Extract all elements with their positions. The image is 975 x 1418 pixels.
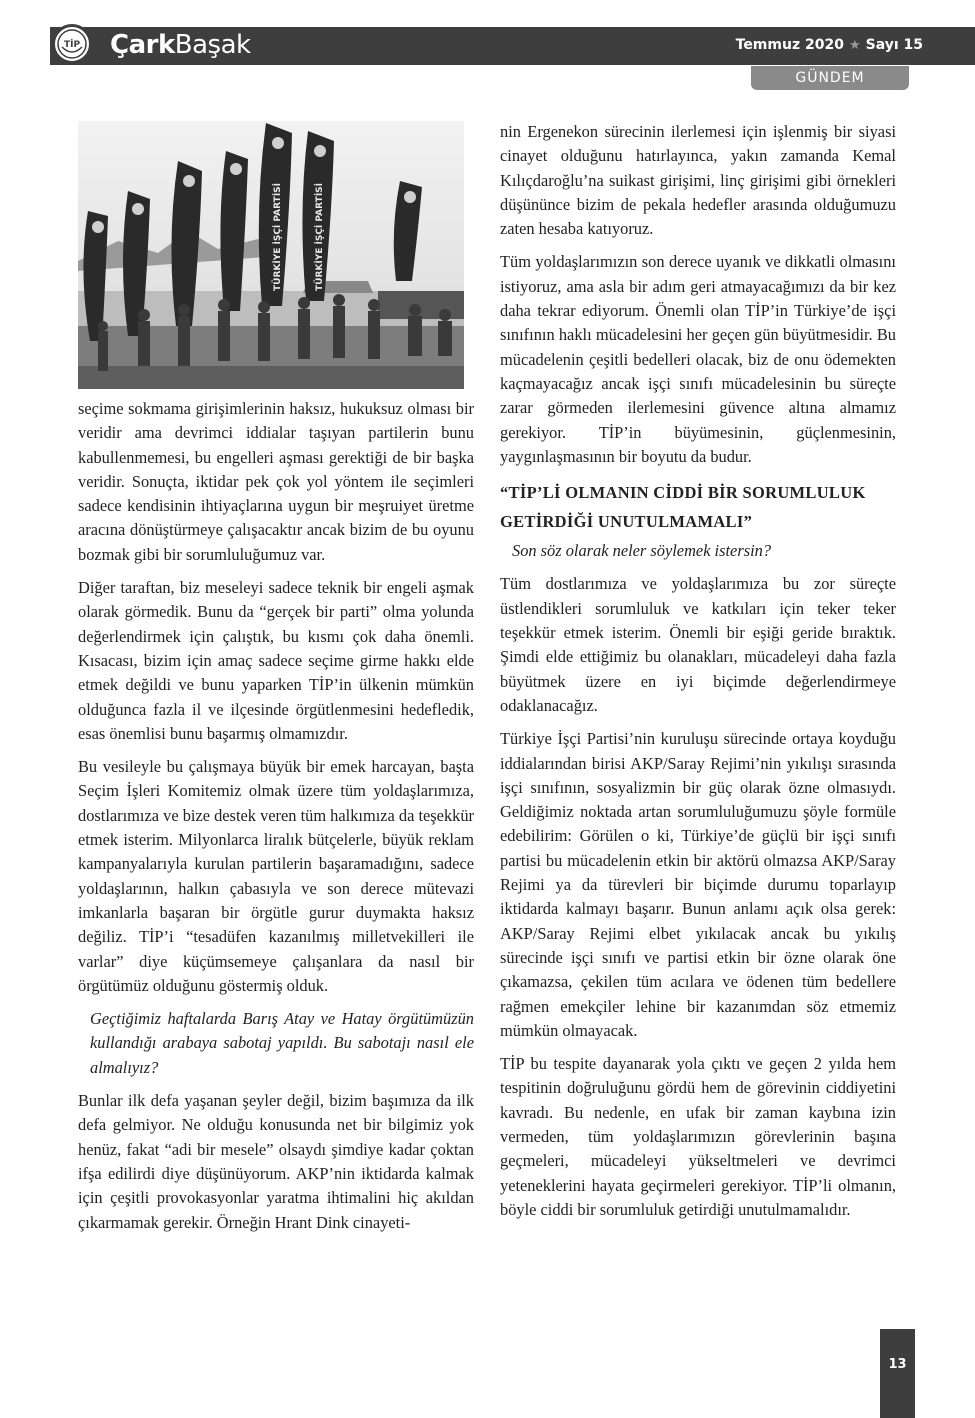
brand-bold: Çark (110, 30, 175, 60)
logo-text: TİP (63, 40, 81, 50)
star-icon: ★ (848, 38, 861, 53)
left-paragraph-3: Bu vesileyle bu çalışmaya büyük bir emek harcayan, başta Seçim İşleri Komitemiz olmak üzere tüm yoldaşlarımıza, dostlarımıza ve bize destek veren tüm halkımıza da teşekkür etmek isterim. Milyonlarca liralık bütçelerle, büyük reklam kampanyalarıyla kurulan partilerin başaramadığını, sadece yoldaşlarının, halkın çabasıyla ve son derece mütevazi imkanlarla başaran bir örgütle gurur duymakta haksız değiliz. TİP’i “tesadüfen kazanılmış milletvekilleri ile varlar” diye küçümsemeye çalışanlara da nasıl bir örgütümüz olduğunu göstermiş olduk. (78, 757, 474, 995)
flag-text-1: TÜRKİYE İŞÇİ PARTİSİ (273, 183, 283, 291)
brand-light: Başak (174, 30, 251, 60)
right-paragraph-5: TİP bu tespite dayanarak yola çıktı ve geçen 2 yılda hem tespitinin doğruluğunu gördü hem de görevinin ciddiyetini kavradı. Bu nedenle, en ufak bir zaman kaybına izin vermeden, tüm yoldaşlarımızın görevlerinin başına geçmeleri, mücadeleyi yükseltmeleri ve devrimci yeteneklerini hayata geçirmeleri gerekiyor. TİP’li olmanın, böyle ciddi bir sorumluluk getirdiği unutulmamalıdır. (500, 1054, 896, 1219)
right-paragraph-3: Tüm dostlarımıza ve yoldaşlarımıza bu zor süreçte üstlendikleri sorumluluk ve katkıları için teker teker teşekkür etmek isterim. Önemli bir eşiği geride bıraktık. Şimdi elde ettiğimiz bu olanakları, mücadeleyi daha fazla büyütmek üzere en iyi biçimde değerlendirmeye odaklanacağız. (500, 574, 896, 715)
section-heading: “TİP’Lİ OLMANIN CİDDİ BİR SORUMLULUK GETİRDİĞİ UNUTULMAMALI” (500, 483, 866, 532)
issue-info (736, 37, 923, 53)
right-paragraph-2: Tüm yoldaşlarımızın son derece uyanık ve dikkatli olmasını istiyoruz, ama asla bir adım geri atmayacağımızı da bir kez daha tekrar ediyorum. Önemli olan TİP’in Türkiye’de işçi sınıfının haklı mücadelesini her geçen gün büyütmesidir. Bu mücadelenin çeşitli bedelleri olacak, biz de onu ödemekten kaçmayacağız ancak işçi sınıfı mücadelesinin bu süreçte zarar görmeden ilerlemesini güvence altına almamız gerekiyor. TİP’in büyümesinin, güçlenmesinin, yaygınlaşmasının bir boyutu da budur. (500, 252, 896, 466)
left-paragraph-4: Bunlar ilk defa yaşanan şeyler değil, bizim başımıza da ilk defa gelmiyor. Ne olduğu konusunda net bir bilgimiz yok henüz, fakat “adi bir mesele” olsaydı şimdiye kadar çoktan ifşa edilirdi diye düşünüyorum. AKP’nin iktidarda kalmak için çeşitli provokasyonlar yaratma ihtimalini hiç akıldan çıkarmamak gerekir. Örneğin Hrant Dink cinayeti- (78, 1091, 474, 1232)
left-paragraph-2: Diğer taraftan, biz meseleyi sadece teknik bir engeli aşmak olarak görmedik. Bunu da “gerçek bir parti” olma yolunda değerlendirmek için çalıştık, bu kısmı çok daha önemli. Kısacası, bizim için amaç sadece seçime girme hakkı elde etmek değildi ve bunu yaparken TİP’in ülkenin mümkün olduğunca fazla il ve ilçesinde örgütlenmesini hedefledik, esas önemlisi bunu başarmış olmamızdır. (78, 578, 474, 743)
brand-title (110, 30, 251, 60)
left-column (78, 397, 474, 1244)
right-paragraph-1: nin Ergenekon sürecinin ilerlemesi için işlenmiş bir siyasi cinayet olduğunu hatırlayınca, yakın zamanda Kemal Kılıçdaroğlu’na suikast girişimi, linç girişimi gibi örnekleri düşününce bizim de pekala hedefler arasında olduğumuzu zaten hesaba katıyoruz. (500, 122, 896, 239)
issue-number: Sayı 15 (865, 37, 923, 53)
interview-question-1: Geçtiğimiz haftalarda Barış Atay ve Hatay örgütümüzün kullandığı arabaya sabotaj yapıldı. Bu sabotajı nasıl ele almalıyız? (90, 1009, 474, 1077)
section-tab: GÜNDEM (751, 66, 909, 90)
page-number: 13 (880, 1329, 915, 1418)
issue-date: Temmuz 2020 (735, 37, 844, 53)
right-column (500, 120, 896, 1231)
tip-logo (52, 24, 92, 64)
left-paragraph-1: seçime sokmama girişimlerinin haksız, hukuksuz olması bir veridir ama devrimci iddialar taşıyan partilerin bunu kabullenmemesi, bu engelleri aşması gerektiği de bir başka veridir. Sonuçta, iktidar pek çok yol yöntem ile seçimleri sadece kendisinin ihtiyaçlarına uygun bir meşruiyet üretme aracına dönüştürmeye çalışacaktır ancak bizim de bu oyunu bozmak gibi bir sorumluluğumuz var. (78, 399, 474, 564)
rally-photo (78, 121, 464, 389)
right-paragraph-4: Türkiye İşçi Partisi’nin kuruluşu sürecinde ortaya koyduğu iddialarından birisi AKP/Saray Rejimi’nin yıkılışı sırasında işçi sınıfının, sosyalizmin bir güç olarak özne olmasıydı. Geldiğimiz noktada artan sorumluluğumuzu şöyle formüle edebilirim: Görülen o ki, Türkiye’de güçlü bir işçi sınıfı partisi bu mücadelenin etkin bir aktörü olmazsa AKP/Saray Rejimi ya da türevleri bir biçimde durumu toparlayıp iktidarda kalmayı başarır. Bunun anlamı açık olsa gerek: AKP/Saray Rejimi elbet yıkılacak ancak bu yıkılış sürecinde işçi sınıfı ve partisi etkin bir özne olarak öne çıkamazsa, çekilen tüm acılara ve ödenen tüm bedellere rağmen emekçiler lehine bir kazanımdan söz etmemiz mümkün olmayacak. (500, 729, 896, 1040)
interview-question-2: Son söz olarak neler söylemek istersin? (512, 541, 772, 561)
flag-text-2: TÜRKİYE İŞÇİ PARTİSİ (315, 183, 325, 291)
